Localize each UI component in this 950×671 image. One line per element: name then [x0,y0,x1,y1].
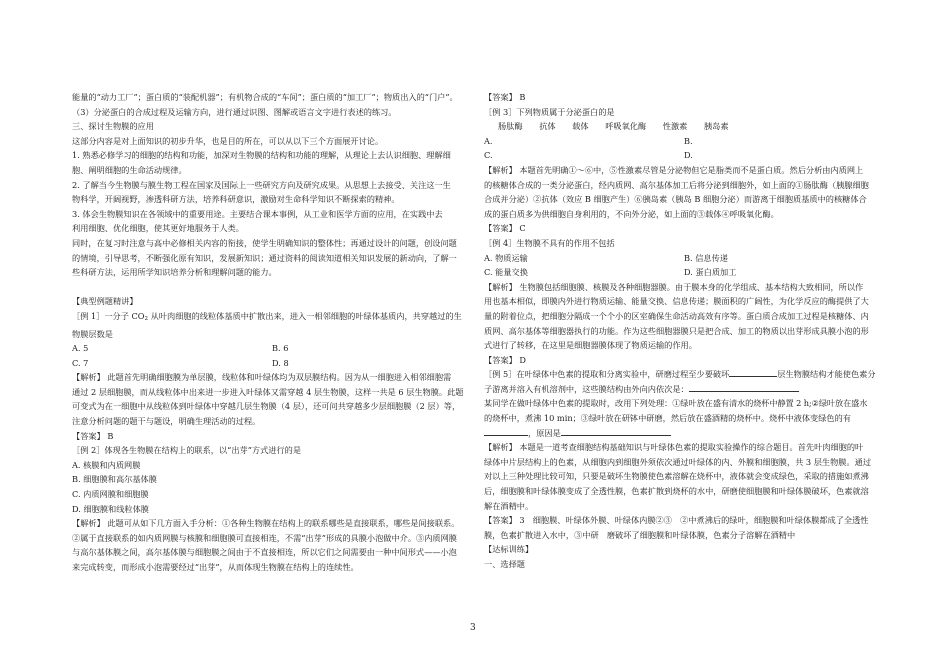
q1-text-b: 从叶肉细胞的线粒体基质中扩散出来，进入一相邻细胞的叶绿体基质内，共穿越过的生 [148,310,462,321]
list-item: 抗体 [539,121,556,132]
blank-line [561,426,671,436]
answer-line: 【答案】 B [72,430,114,441]
option-a: A. 物质运输 [484,252,528,263]
text-line: 可变式为在一细胞中从线粒体到叶绿体中穿越几层生物膜（4 层），还可问共穿越多少层细胞膜（2 层）等， [72,401,461,412]
section-heading: 【达标训练】 [484,544,534,555]
blank-line [689,382,799,392]
text-line: ②属于直接联系的如内质网膜与核膜和细胞膜可直接相连，不需“出芽”形成的具膜小泡做中介。③内质网膜 [72,532,457,543]
answer-line: 【答案】 3 细胞膜、叶绿体外膜、叶绿体内膜②③ ②中煮沸后的绿叶，细胞膜和叶绿体膜都成了全透性 [484,515,869,526]
list-item: 肠肽酶 [498,121,523,132]
options-row [484,134,888,149]
text-line: 对以上三种处理比较可知，只要是破坏生物膜使色素溶解在烧杯中，液体就会变成绿色，采取的措施如煮沸 [484,471,869,482]
option-c: C. 内质网膜和细胞膜 [72,489,149,500]
option-d: D. 蛋白质加工 [684,267,737,278]
text-line: 后，细胞膜和叶绿体膜变成了全透性膜，色素扩散到烧杯的水中，研磨使细胞膜和叶绿体膜破坏，色素就溶 [484,486,869,497]
text-line: 膜，色素扩散进入水中，③中研 磨破坏了细胞膜和叶绿体膜，色素分子溶解在酒精中 [484,529,796,540]
text-line: 的核糖体合成的一类分泌蛋白，经内质网、高尔基体加工后将分泌到细胞外，如上面的①肠肽酶（胰腺细胞 [484,179,869,190]
text-line: 来完成转变，而形成小泡需要经过“出芽”，从而体现生物膜在结构上的连续性。 [72,562,359,572]
text-line: 同时，在复习时注意与高中必修相关内容的衔接，使学生明确知识的整体性；再通过设计的问题，创设问题 [72,237,457,248]
answer-line: 【答案】 D [484,354,526,365]
text-line: 质网、高尔基体等细胞器执行的功能。作为这些细胞器膜只是把合成、加工的物质以出芽形成具膜小泡的形 [484,325,869,336]
text-line: 3. 体会生物膜知识在各领域中的重要用途。主要结合课本事例，从工业和医学方面的应用，在实践中去 [72,208,443,219]
text-line: （3）分泌蛋白的合成过程及运输方向，进行通过识图、图解或语言文字进行表述的练习。 [72,106,397,117]
text-line: 绿体中片层结构上的色素，从细胞内到细胞外须依次通过叶绿体的内、外膜和细胞膜，共 3 层生物膜。通过 [484,456,872,467]
option-c: C. [484,150,493,161]
text-line: 【解析】 此题可从如下几方面入手分析：①各种生物膜在结构上的联系哪些是直接联系，哪些是间接联系。 [72,518,460,529]
option-a: A. [484,135,493,146]
answer-line: 【答案】 C [484,223,526,234]
text-line: 成的蛋白质多为供细胞自身利用的，不向外分泌，如上面的③载体④呼吸氧化酶。 [484,208,779,219]
option-d: D. 8 [272,357,289,368]
text-line: 1. 熟悉必修学习的细胞的结构和功能，加深对生物膜的结构和功能的理解，从理论上去认识细胞、理解细 [72,150,451,161]
text-line [484,382,888,397]
text-line: 这部分内容是对上面知识的初步升华，也是目的所在，可以从以下三个方面展开讨论。 [72,135,384,146]
text-line [484,396,888,411]
q5-text-e: ①绿叶放在盛有清水的烧杯中静置 2 h;②绿叶放在盛水 [672,398,868,409]
text-line: 2. 了解当今生物膜与膜生物工程在国家及国际上一些研究方向及研究成果。从思想上去接受、关注这一生 [72,179,451,190]
right-column [484,90,888,572]
text-line: 能量的“动力工厂”；蛋白质的“装配机器”；有机物合成的“车间”；蛋白质的“加工厂”；物质出入的“门户”。 [72,92,458,102]
option-a: A. 核膜和内质网膜 [72,459,141,470]
question-2: ［例 2］体现各生物膜在结构上的联系，以“出芽”方式进行的是 [72,445,302,456]
text-line: 【解析】 本题首先明确①～⑥中，⑤性激素尽管是分泌物但它是脂类而不是蛋白质。然后分析由内质网上 [484,164,864,175]
question-1 [72,309,476,327]
text-line: 【解析】 此题首先明确细胞膜为单层膜，线粒体和叶绿体均为双层膜结构。因为从一细胞进入相邻细胞需 [72,372,452,383]
q5-text-b: 层生物膜结构才能使色素分 [777,369,876,380]
option-b: B. 细胞膜和高尔基体膜 [72,474,157,485]
list-item: 胰岛素 [703,121,729,132]
text-line: 式进行了转移，在这里是细胞器膜体现了物质运输的作用。 [484,340,697,351]
text-line: 合成并分泌）②抗体（效应 B 细胞产生）⑥胰岛素（胰岛 B 细胞分泌）而游离于细胞质基质中的核糖体合 [484,194,867,205]
option-b: B. 信息传递 [684,252,728,263]
text-line: 与高尔基体膜之间，高尔基体膜与细胞膜之间由于不直接相连，所以它们之间需要由一种中间形式——小泡 [72,547,457,558]
option-d: D. 细胞膜和线粒体膜 [72,503,149,514]
option-d: D. [684,150,693,161]
list-item: 载体 [572,121,589,132]
q5-text-a: ［例 5］在叶绿体中色素的提取和分离实验中，研磨过程至少要破坏 [484,369,730,380]
option-b: B. 6 [272,343,289,354]
text-line: 注意分析问题的题干与题设，明确生理活动的过程。 [72,416,261,427]
options-row [484,265,888,280]
section-heading: 一、选择题 [484,559,525,569]
text-line: 物膜层数是 [72,328,113,339]
q5-text-c: 子游离并溶入有机溶剂中，这些膜结构由外向内依次是： [484,383,689,394]
text-line: 解在酒精中。 [484,500,534,511]
q5-text-f: ，原因是 [528,427,561,438]
text-line: 用也基本相似，即膜内外进行物质运输、能量交换、信息传递；膜面积的广阔性，为化学反应的酶提供了大 [484,296,869,307]
co2-subscript: 2 [144,315,149,322]
option-b: B. [684,135,693,146]
options-row [72,356,476,371]
q5-text-d: 某同学在做叶绿体中色素的提取时，改用下列处理： [484,398,673,409]
question-3: ［例 3］下列物质属于分泌蛋白的是 [484,106,615,117]
page-number: 3 [470,623,476,633]
text-line [484,426,888,441]
section-heading: 三、探讨生物膜的应用 [72,121,154,132]
list-item: 性激素 [662,121,688,132]
text-line: 量的附着位点，把细胞分隔成一个个小的区室确保生命活动高效有序等。蛋白质合成加工过程是核糖体、内 [484,310,869,321]
option-a: A. 5 [72,343,89,354]
text-line: 的情境，引导思考，不断强化原有知识，发展新知识；通过资料的阅读知道相关知识发展的新动向，了解一 [72,252,457,263]
options-row [72,341,476,356]
text-line: 通过 2 层细胞膜，而从线粒体中出来进一步进入叶绿体又需穿越 4 层生物膜，这样一共是 6 层生物膜。此题 [72,386,464,397]
question-4: ［例 4］生物膜不具有的作用不包括 [484,237,615,248]
text-line: 利用细胞、优化细胞，使其更好地服务于人类。 [72,223,244,234]
left-column [72,90,476,575]
options-row [484,148,888,163]
section-heading: 【典型例题精讲】 [72,296,138,307]
text-line: 的烧杯中，煮沸 10 min；③绿叶放在研钵中研磨，然后放在盛酒精的烧杯中。烧杯中液体变绿色的有 [484,413,851,424]
option-c: C. 能量交换 [484,267,528,278]
text-line: 些科研方法，运用所学知识培养分析和理解问题的能力。 [72,267,277,278]
options-row [484,251,888,266]
answer-line: 【答案】 B [484,92,526,102]
text-line: 物科学，开阔视野，渗透科研方法，培养科研意识，激励对生命科学知识不断探索的精神。 [72,194,400,205]
question-5 [484,367,888,382]
substance-list [484,119,888,134]
option-c: C. 7 [72,357,89,368]
q1-text-a: ［例 1］一分子 CO [72,310,145,321]
text-line: 【解析】 生物膜包括细胞膜、核膜及各种细胞器膜。由于膜本身的化学组成、基本结构大致相同，所以作 [484,281,864,292]
text-line: 胞、阐明细胞的生命活动规律。 [72,164,187,175]
blank-line [729,367,777,377]
blank-line [484,426,528,436]
text-line: 【解析】 本题是一道考查细胞结构基础知识与叶绿体色素的提取实验操作的综合题目。首先叶肉细胞的叶 [484,442,864,453]
list-item: 呼吸氧化酶 [605,121,647,132]
